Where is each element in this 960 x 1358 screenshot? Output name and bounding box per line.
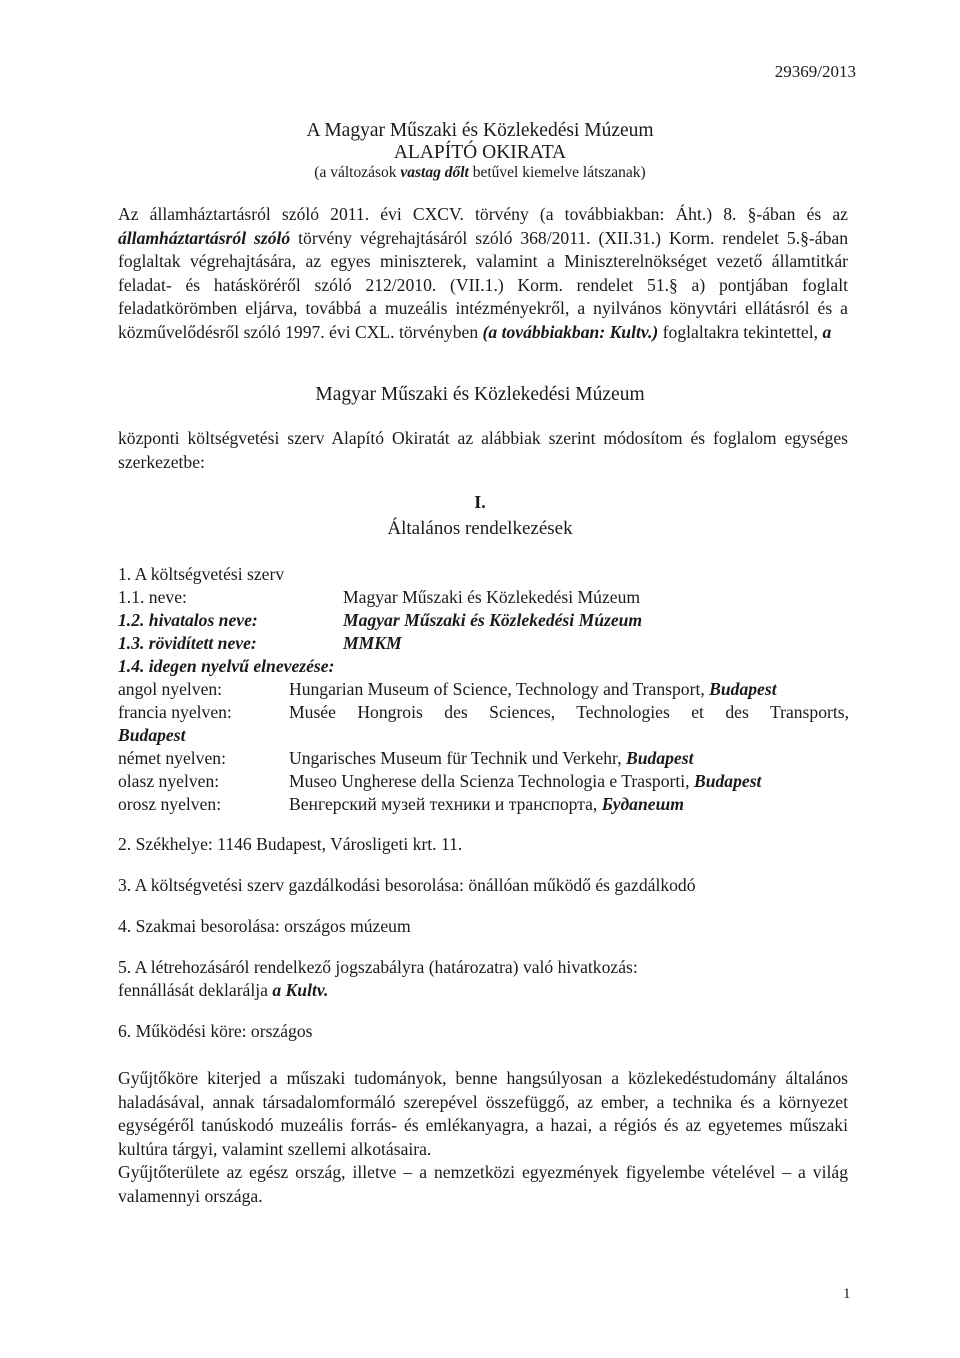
intro-text-3: foglaltakra tekintettel, [658,321,823,342]
section-title: Általános rendelkezések [387,518,573,539]
section-number: I. [474,492,486,512]
classification-item: 3. A költségvetési szerv gazdálkodási besorolása: önállóan működő és gazdálkodó [118,875,696,895]
lang-city-german: Budapest [626,748,694,768]
document-number: 29369/2013 [774,62,856,81]
lang-value-italian [289,770,849,793]
museum-name-heading: Magyar Műszaki és Közlekedési Múzeum [315,384,645,405]
lang-city-russian: Будапешт [601,794,684,814]
intro-bold-1: államháztartásról szóló [118,227,291,248]
lang-text-english: Hungarian Museum of Science, Technology and Transport, [289,679,710,699]
legal-reference-line2 [118,979,848,1002]
lang-label-german: német nyelven: [118,748,226,768]
change-note-emphasis: vastag dőlt [400,164,469,181]
lang-value-french: Musée Hongrois des Sciences, Technologies et des Transports, [289,702,849,722]
scope-item: 6. Működési köre: országos [118,1021,313,1041]
official-name-label: 1.2. hivatalos neve: [118,610,258,630]
document-title: A Magyar Műszaki és Közlekedési Múzeum [306,120,654,141]
lang-value-russian [289,793,849,816]
lang-value-german [289,747,849,770]
lang-value-english [289,678,849,701]
lang-label-russian: orosz nyelven: [118,794,222,814]
field-head: 1. A költségvetési szerv [118,564,285,584]
intro-text-1: Az államháztartásról szóló 2011. évi CXCV. törvény (a továbbiakban: Áht.) 8. §-ában és az [118,204,848,224]
legal-reference-line1: 5. A létrehozásáról rendelkező jogszabályra (határozatra) való hivatkozás: [118,957,638,977]
lang-text-italian: Museo Ungherese della Scienza Technologia e Trasporti, [289,771,694,791]
lang-label-italian: olasz nyelven: [118,771,220,791]
change-note-pre: (a változások [314,164,401,181]
page-number: 1 [843,1286,851,1302]
official-name-value: Magyar Műszaki és Közlekedési Múzeum [343,610,643,630]
intro-text-2: törvény végrehajtásáról szóló 368/2011. (XII.31.) Korm. rendelet 5.§-ában foglaltak végrehajtására, az egyes miniszterek, valamint a Miniszterelnökséget vezető államtitkár feladat- és hatásköréről szóló 212/2010. (VII.1.) Korm. rendelet 51.§ a) pontjában foglalt feladatkörömben eljárva, továbbá a muzeális intézményekről, a nyilvános könyvtári ellátásról és a közművelődésről szóló 1997. évi CXL. törvényben [118,227,849,342]
intro-paragraph [118,203,848,344]
lang-city-italian: Budapest [693,771,762,791]
lang-label-french: francia nyelven: [118,702,232,722]
lang-city-english: Budapest [709,679,777,699]
legal-reference-bold: a Kultv. [272,980,329,1000]
lang-label-english: angol nyelven: [118,679,223,699]
intro-bold-2: (a továbbiakban: Kultv.) [482,321,659,342]
document-subtitle: ALAPÍTÓ OKIRATA [393,142,567,163]
foreign-names-label: 1.4. idegen nyelvű elnevezése: [118,656,335,676]
modification-paragraph: központi költségvetési szerv Alapító Okiratát az alábbiak szerint módosítom és foglalom egységes szerkezetbe: [118,428,848,472]
seat-item: 2. Székhelye: 1146 Budapest, Városligeti krt. 11. [118,834,463,854]
short-name-value: MMKM [343,633,402,653]
collection-paragraph-1: Gyűjtőköre kiterjed a műszaki tudományok, benne hangsúlyosan a közlekedéstudomány általános haladásával, annak társadalomformáló szerepével összefüggő, az ember, a technika és a környezet egységéről tanúskodó muzeális forrás- és emlékanyagra, a hazai, a régiós és az egyetemes műszaki kultúra tárgyi, valamint szellemi alkotásaira. [118,1068,848,1159]
collection-paragraph-2: Gyűjtőterülete az egész ország, illetve – a nemzetközi egyezmények figyelembe vételével – a világ valamennyi országa. [118,1162,848,1206]
change-note-post: betűvel kiemelve látszanak) [468,164,646,181]
professional-item: 4. Szakmai besorolása: országos múzeum [118,916,411,936]
lang-city-french: Budapest [118,725,186,745]
intro-bold-3: a [822,321,832,342]
name-label: 1.1. neve: [118,587,187,607]
change-note [0,163,960,183]
short-name-label: 1.3. rövidített neve: [118,633,257,653]
lang-text-german: Ungarisches Museum für Technik und Verkehr, [289,748,626,768]
legal-reference-pre: fennállását deklarálja [118,980,273,1000]
name-value: Magyar Műszaki és Közlekedési Múzeum [343,587,641,607]
lang-text-russian: Венгерский музей техники и транспорта, [289,794,602,814]
